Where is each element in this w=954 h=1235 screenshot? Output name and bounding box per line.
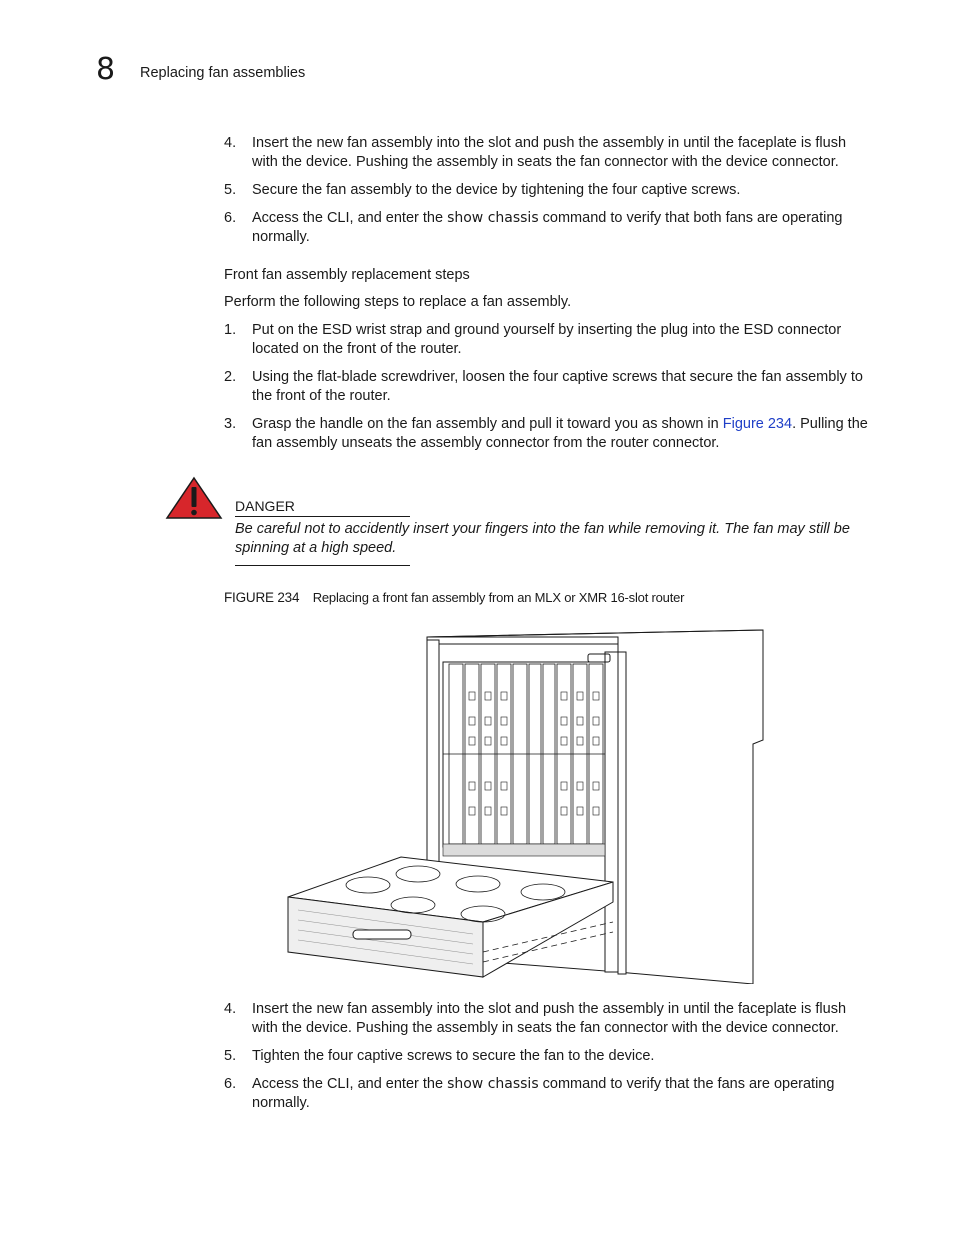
list-item	[224, 1047, 874, 1066]
danger-title: DANGER	[235, 498, 410, 517]
step-number: 4.	[224, 1001, 237, 1017]
step-text-post: command to verify that the fans are operating normally.	[252, 1076, 835, 1111]
step-text: Insert the new fan assembly into the slot and push the assembly in until the faceplate is flush with the device. Pushing the assembly in seats the fan connector with the device connector.	[252, 1001, 847, 1036]
step-text: Tighten the four captive screws to secure the fan to the device.	[252, 1048, 655, 1064]
step-number: 3.	[224, 416, 237, 432]
list-item	[224, 134, 874, 172]
list-item	[224, 181, 874, 200]
danger-notice	[165, 476, 875, 571]
step-text: Put on the ESD wrist strap and ground yourself by inserting the plug into the ESD connector located on the front of the router.	[252, 322, 842, 357]
step-number: 6.	[224, 210, 237, 226]
steps-list-middle	[224, 321, 874, 462]
command-text: show chassis	[447, 1076, 539, 1092]
figure-caption-text: Replacing a front fan assembly from an MLX or XMR 16-slot router	[312, 590, 685, 605]
steps-list-bottom	[224, 1000, 874, 1122]
running-title: Replacing fan assemblies	[140, 65, 306, 81]
warning-triangle-icon	[165, 476, 223, 520]
section-intro: Perform the following steps to replace a fan assembly.	[224, 294, 572, 310]
step-text-pre: Grasp the handle on the fan assembly and pull it toward you as shown in	[252, 416, 723, 432]
figure-link[interactable]: Figure 234	[722, 416, 793, 432]
list-item	[224, 1000, 874, 1038]
step-text-post: . Pulling the fan assembly unseats the assembly connector from the router connector.	[252, 416, 868, 451]
step-text-pre: Access the CLI, and enter the	[252, 210, 448, 226]
step-text: Using the flat-blade screwdriver, loosen the four captive screws that secure the fan assembly to the front of the router.	[252, 369, 863, 404]
steps-list-top	[224, 134, 874, 256]
step-text-post: command to verify that both fans are operating normally.	[252, 210, 843, 245]
step-number: 5.	[224, 182, 237, 198]
list-item	[224, 1075, 874, 1113]
step-text-pre: Access the CLI, and enter the	[252, 1076, 448, 1092]
figure-caption	[224, 590, 684, 605]
figure-label: FIGURE 234	[224, 590, 300, 605]
step-number: 2.	[224, 369, 237, 385]
list-item	[224, 209, 874, 247]
step-number: 5.	[224, 1048, 237, 1064]
danger-box	[235, 498, 875, 566]
step-number: 6.	[224, 1076, 237, 1092]
divider	[235, 565, 410, 566]
list-item	[224, 368, 874, 406]
step-text: Secure the fan assembly to the device by tightening the four captive screws.	[252, 182, 741, 198]
router-fan-illustration	[283, 622, 768, 984]
section-heading: Front fan assembly replacement steps	[224, 267, 470, 283]
step-text: Insert the new fan assembly into the slot and push the assembly in until the faceplate is flush with the device. Pushing the assembly in seats the fan connector with the device connector.	[252, 135, 847, 170]
command-text: show chassis	[447, 210, 539, 226]
step-number: 4.	[224, 135, 237, 151]
list-item	[224, 415, 874, 453]
step-number: 1.	[224, 322, 237, 338]
danger-text: Be careful not to accidently insert your fingers into the fan while removing it. The fan may still be spinning at a high speed.	[235, 521, 850, 556]
chapter-number: 8	[96, 52, 116, 87]
list-item	[224, 321, 874, 359]
